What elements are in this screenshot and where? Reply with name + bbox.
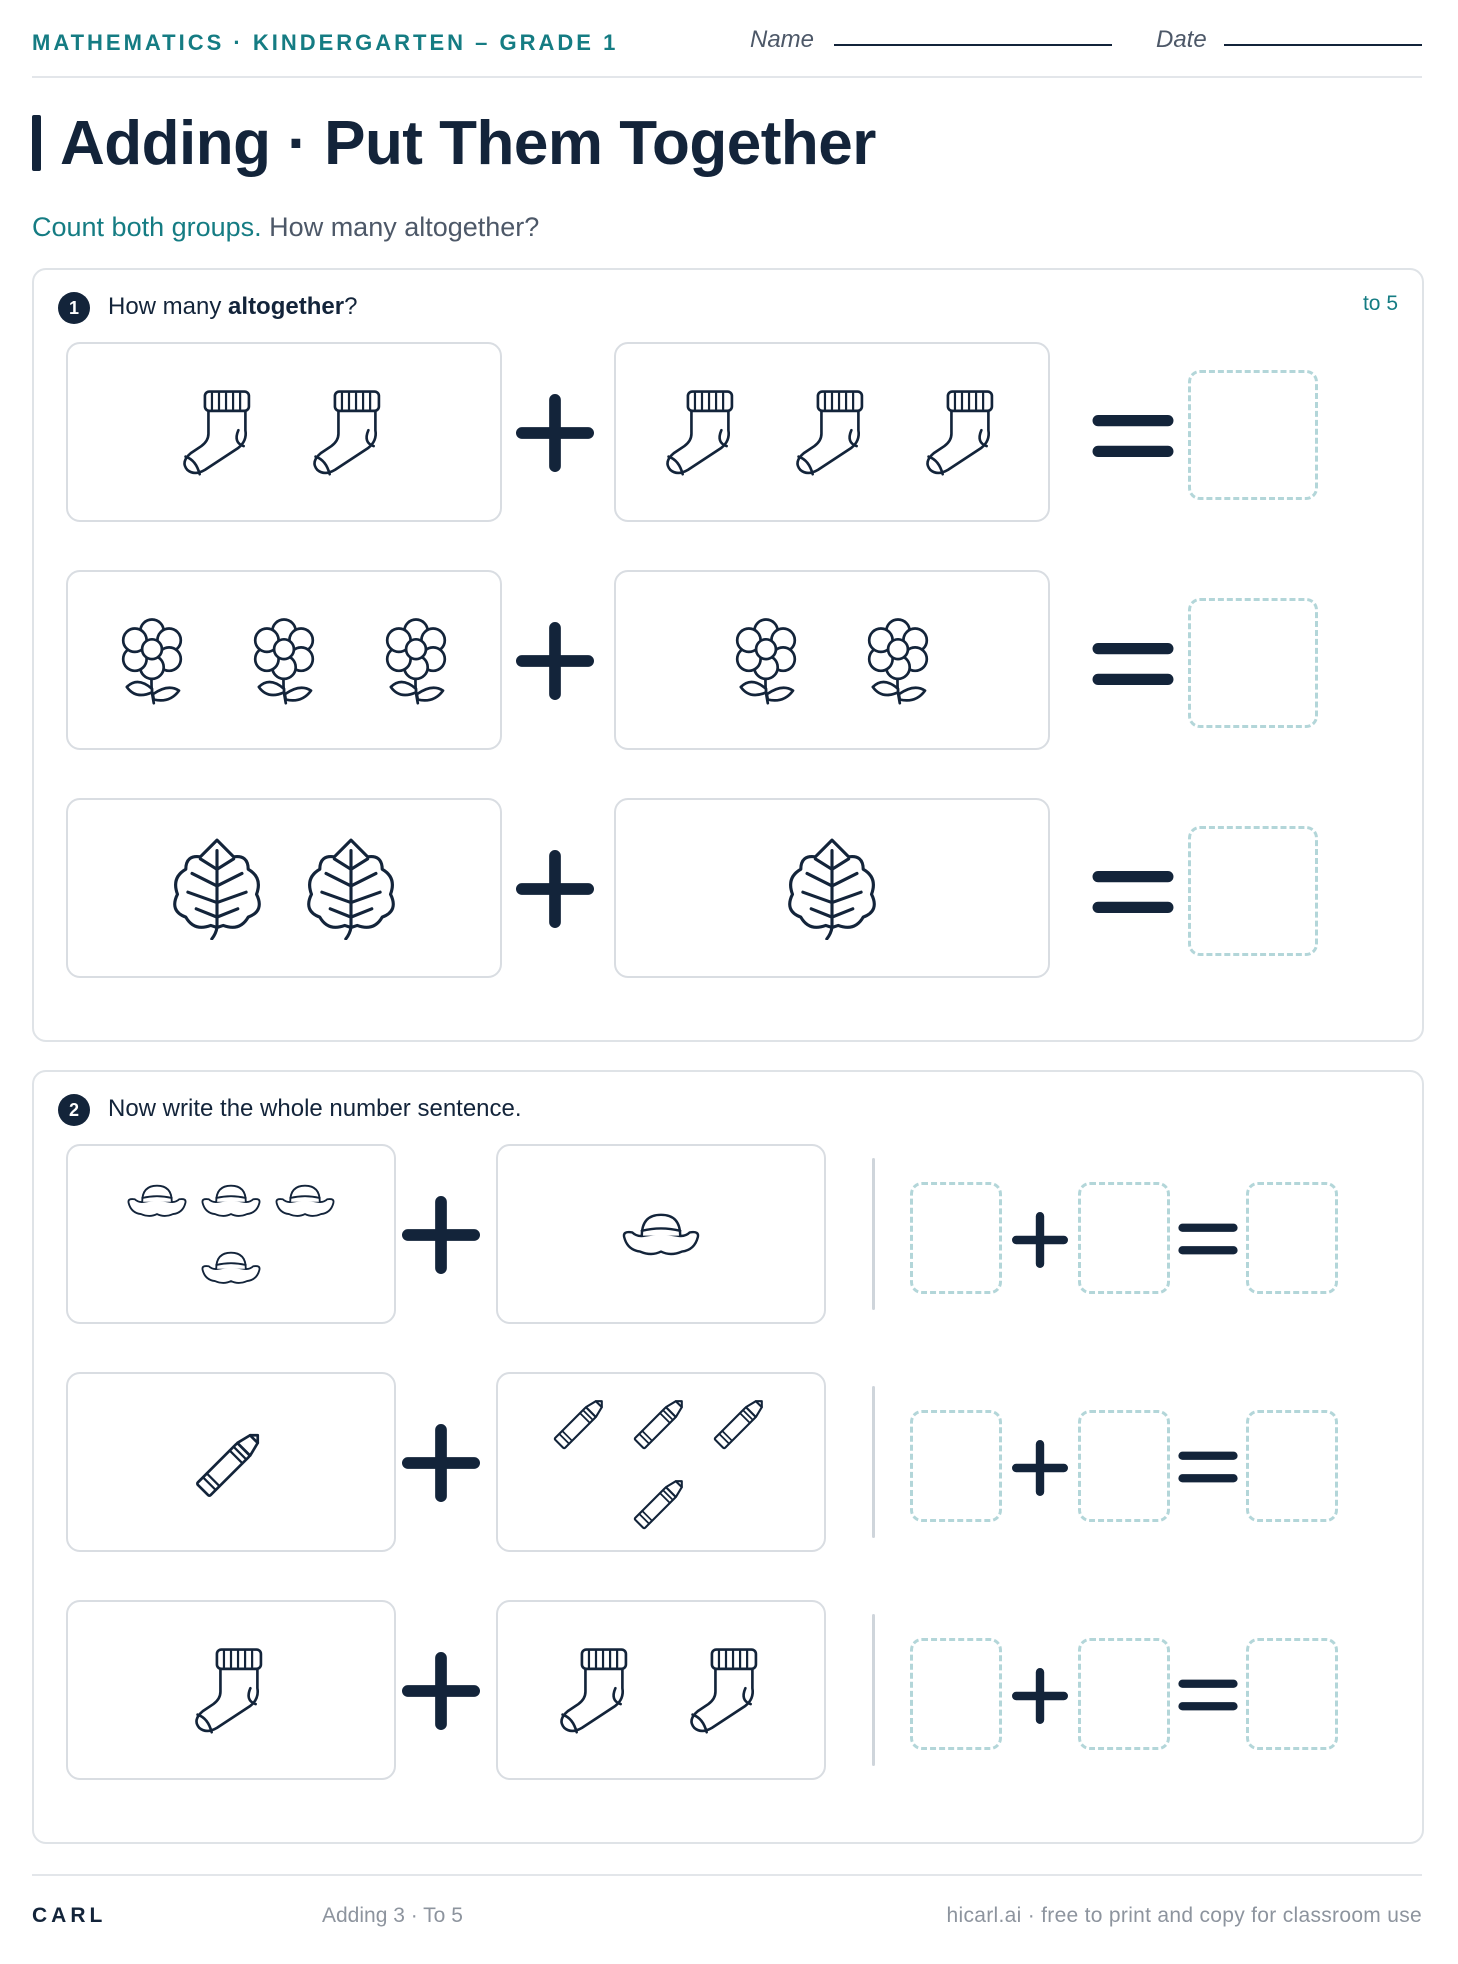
section-2-number-badge: 2 — [58, 1094, 90, 1126]
right-group-box — [614, 570, 1050, 750]
sentence-divider — [872, 1614, 875, 1766]
date-line[interactable] — [1224, 44, 1422, 46]
right-group-box — [496, 1144, 826, 1324]
equals-sign-icon — [1178, 1220, 1238, 1258]
answer-box[interactable] — [1188, 598, 1318, 728]
crayon-icon — [626, 1467, 696, 1537]
sum-box[interactable] — [1246, 1410, 1338, 1522]
equals-sign-icon — [1178, 1448, 1238, 1486]
left-group-box — [66, 570, 502, 750]
sock-icon — [175, 384, 263, 480]
flower-icon — [107, 612, 197, 708]
plus-sign-icon — [1012, 1668, 1068, 1724]
question-1-text-pre: How many — [108, 293, 229, 320]
addend-2-box[interactable] — [1078, 1410, 1170, 1522]
sock-icon — [305, 384, 393, 480]
equals-sign-icon — [1092, 410, 1174, 462]
sentence-divider — [872, 1386, 875, 1538]
section-1-question — [108, 293, 357, 321]
left-group-box — [66, 798, 502, 978]
sock-icon — [682, 1642, 770, 1738]
instruction — [32, 212, 539, 243]
plus-sign-icon — [516, 850, 594, 928]
addend-2-box[interactable] — [1078, 1638, 1170, 1750]
sum-box[interactable] — [1246, 1182, 1338, 1294]
plus-sign-icon — [402, 1424, 480, 1502]
name-line[interactable] — [834, 44, 1112, 46]
section-1-number-badge: 1 — [58, 292, 90, 324]
equals-sign-icon — [1092, 638, 1174, 690]
title-accent-bar — [32, 115, 41, 171]
plus-sign-icon — [516, 622, 594, 700]
leaf-icon — [777, 836, 887, 940]
page-footer — [32, 1874, 1422, 1944]
flower-icon — [721, 612, 811, 708]
plus-sign-icon — [516, 394, 594, 472]
hat-icon — [273, 1182, 337, 1219]
plus-sign-icon — [402, 1652, 480, 1730]
left-group-box — [66, 1372, 396, 1552]
sock-icon — [918, 384, 1006, 480]
right-group-box — [496, 1372, 826, 1552]
plus-sign-icon — [1012, 1440, 1068, 1496]
instruction-lead: Count both groups. — [32, 212, 262, 242]
section-2-question: Now write the whole number sentence. — [108, 1095, 522, 1122]
addend-2-box[interactable] — [1078, 1182, 1170, 1294]
instruction-rest: How many altogether? — [261, 212, 540, 242]
addend-1-box[interactable] — [910, 1182, 1002, 1294]
crayon-icon — [626, 1387, 696, 1457]
date-label: Date — [1156, 26, 1207, 53]
crayon-icon — [546, 1387, 616, 1457]
question-1-text-post: ? — [344, 293, 358, 320]
crayon-icon — [706, 1387, 776, 1457]
sock-icon — [187, 1642, 275, 1738]
plus-sign-icon — [1012, 1212, 1068, 1268]
answer-box[interactable] — [1188, 826, 1318, 956]
flower-icon — [853, 612, 943, 708]
page-title: Adding · Put Them Together — [60, 109, 876, 178]
page-header — [32, 0, 1422, 78]
question-1-text-bold: altogether — [228, 293, 345, 320]
crayon-icon — [186, 1417, 276, 1507]
left-group-box — [66, 1144, 396, 1324]
sock-icon — [788, 384, 876, 480]
subject-label: MATHEMATICS · KINDERGARTEN – GRADE 1 — [32, 30, 619, 55]
hat-icon — [620, 1210, 702, 1258]
worksheet-label: Adding 3 · To 5 — [322, 1904, 463, 1927]
sentence-divider — [872, 1158, 875, 1310]
range-label: to 5 — [1362, 292, 1398, 315]
right-group-box — [614, 798, 1050, 978]
flower-icon — [371, 612, 461, 708]
right-group-box — [614, 342, 1050, 522]
hat-icon — [199, 1249, 263, 1286]
equals-sign-icon — [1178, 1676, 1238, 1714]
leaf-icon — [162, 836, 272, 940]
flower-icon — [239, 612, 329, 708]
answer-box[interactable] — [1188, 370, 1318, 500]
section-1 — [32, 268, 1424, 1042]
footer-note: hicarl.ai · free to print and copy for classroom use — [946, 1904, 1422, 1927]
addend-1-box[interactable] — [910, 1638, 1002, 1750]
right-group-box — [496, 1600, 826, 1780]
hat-icon — [199, 1182, 263, 1219]
left-group-box — [66, 1600, 396, 1780]
name-label: Name — [750, 26, 815, 53]
hat-icon — [125, 1182, 189, 1219]
plus-sign-icon — [402, 1196, 480, 1274]
sum-box[interactable] — [1246, 1638, 1338, 1750]
equals-sign-icon — [1092, 866, 1174, 918]
section-2 — [32, 1070, 1424, 1844]
leaf-icon — [296, 836, 406, 940]
brand-logo-text: CARL — [32, 1904, 107, 1927]
addend-1-box[interactable] — [910, 1410, 1002, 1522]
left-group-box — [66, 342, 502, 522]
sock-icon — [552, 1642, 640, 1738]
sock-icon — [658, 384, 746, 480]
